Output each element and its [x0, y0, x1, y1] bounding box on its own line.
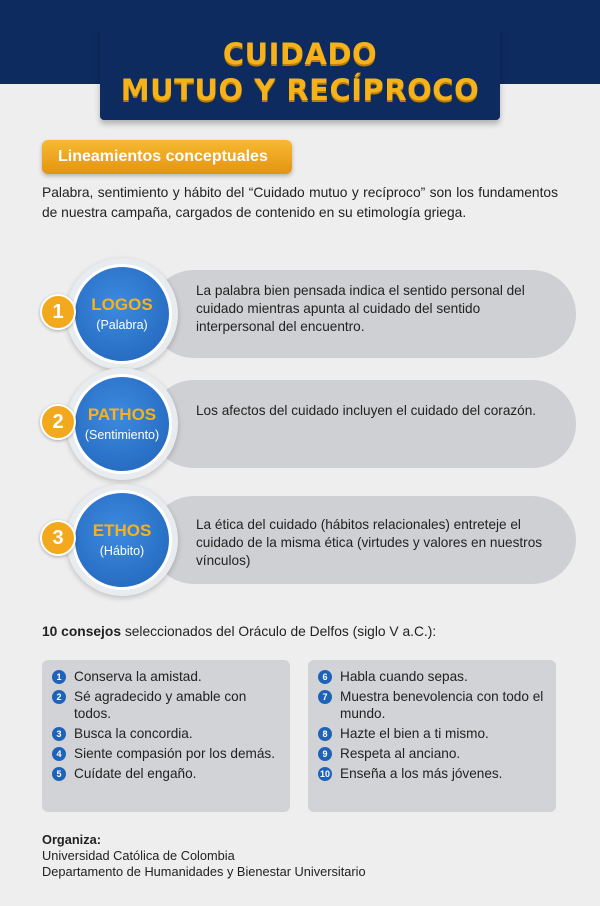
pillar-description: La palabra bien pensada indica el sentido personal del cuidado mientras apunta al cuidado del sentido interpersonal del encuentro. [150, 270, 576, 358]
tip-number-badge: 8 [318, 727, 332, 741]
tip-number-badge: 5 [52, 767, 66, 781]
tips-heading-bold: 10 consejos [42, 624, 121, 639]
list-item [318, 725, 548, 742]
tip-text: Siente compasión por los demás. [74, 746, 275, 761]
tip-text: Habla cuando sepas. [340, 669, 468, 684]
tip-number-badge: 3 [52, 727, 66, 741]
tip-number-badge: 9 [318, 747, 332, 761]
title-line-1: CUIDADO [222, 37, 378, 71]
pillar-number-badge: 1 [40, 294, 76, 330]
tip-text: Sé agradecido y amable con todos. [74, 689, 247, 721]
tip-text: Respeta al anciano. [340, 746, 461, 761]
list-item [52, 765, 282, 782]
organizer-block [42, 832, 366, 880]
title-banner [100, 28, 500, 120]
tips-list-right [308, 660, 556, 812]
list-item [318, 668, 548, 685]
pillar-description: La ética del cuidado (hábitos relacionales) entreteje el cuidado de la misma ética (virtudes y valores en nuestros vínculos) [150, 496, 576, 584]
pillar-circle [66, 258, 178, 370]
list-item [318, 745, 548, 762]
list-item [52, 688, 282, 722]
tip-number-badge: 1 [52, 670, 66, 684]
organizer-university: Universidad Católica de Colombia [42, 848, 235, 863]
tip-text: Busca la concordia. [74, 726, 193, 741]
tip-number-badge: 4 [52, 747, 66, 761]
list-item [52, 745, 282, 762]
tip-number-badge: 10 [319, 769, 330, 779]
list-item [52, 668, 282, 685]
list-item [52, 725, 282, 742]
organizer-label: Organiza: [42, 832, 102, 847]
pillar-subtitle: (Palabra) [96, 318, 148, 332]
pillar-name: PATHOS [87, 405, 157, 424]
pillar-name: LOGOS [91, 295, 153, 314]
section-label: Lineamientos conceptuales [42, 140, 292, 174]
tip-text: Hazte el bien a ti mismo. [340, 726, 489, 741]
tips-list-left [42, 660, 290, 812]
pillar-subtitle: (Sentimiento) [84, 428, 160, 442]
list-item [318, 688, 548, 722]
tip-text: Cuídate del engaño. [74, 766, 197, 781]
pillar-circle [66, 368, 178, 480]
tip-text: Muestra benevolencia con todo el mundo. [340, 689, 544, 721]
tips-heading-rest: seleccionados del Oráculo de Delfos (siglo V a.C.): [121, 624, 437, 639]
pillar-logos [40, 258, 540, 368]
intro-paragraph: Palabra, sentimiento y hábito del “Cuidado mutuo y recíproco” son los fundamentos de nuestra campaña, cargados de contenido en su etimología griega. [42, 185, 558, 220]
pillar-pathos [40, 368, 540, 478]
tips-heading [42, 624, 436, 639]
pillar-circle [66, 484, 178, 596]
pillar-ethos [40, 484, 543, 594]
tip-number-badge: 7 [318, 690, 332, 704]
list-item [318, 765, 548, 782]
pillar-number-badge: 2 [40, 404, 76, 440]
organizer-department: Departamento de Humanidades y Bienestar Universitario [42, 864, 366, 879]
tip-number-badge: 6 [318, 670, 332, 684]
tip-text: Conserva la amistad. [74, 669, 202, 684]
tip-number-badge: 2 [52, 690, 66, 704]
pillar-subtitle: (Hábito) [99, 544, 145, 558]
tip-text: Enseña a los más jóvenes. [340, 766, 503, 781]
pillar-number-badge: 3 [40, 520, 76, 556]
pillar-description: Los afectos del cuidado incluyen el cuidado del corazón. [150, 380, 576, 468]
pillar-name: ETHOS [92, 521, 152, 540]
title-line-2: MUTUO Y RECÍPROCO [120, 73, 480, 107]
